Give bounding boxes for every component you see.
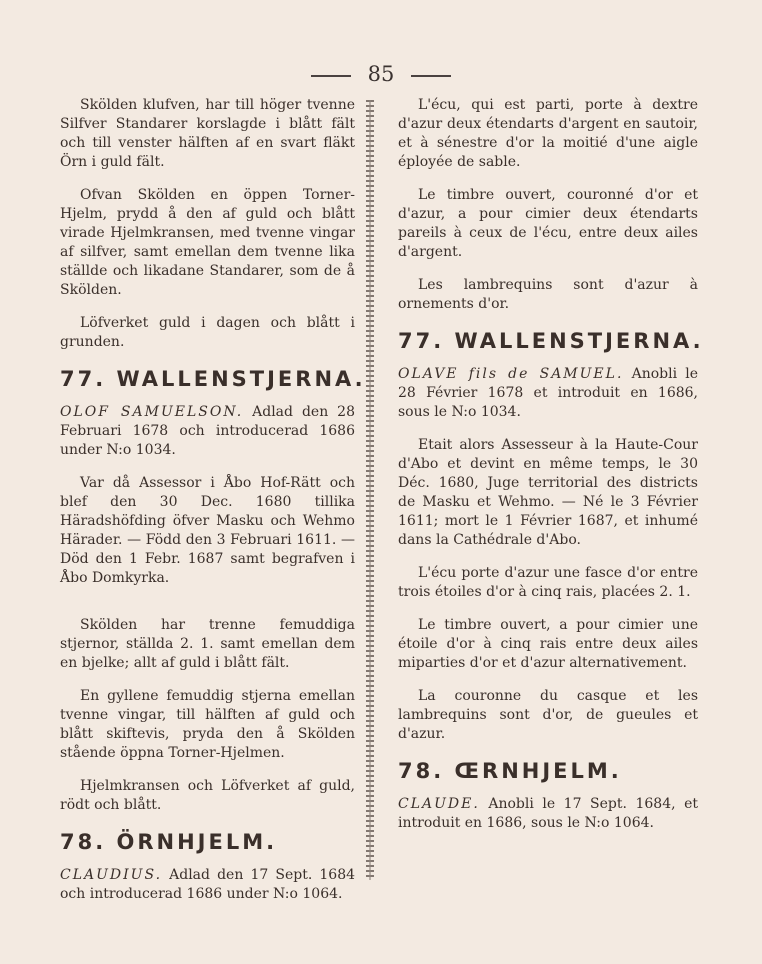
right-section-77-name: OLAVE fils de SAMUEL. bbox=[398, 366, 624, 382]
right-section-78-name: CLAUDE. bbox=[398, 796, 480, 812]
right-paragraph-1: L'écu, qui est parti, porte à dextre d'azur deux étendarts d'argent en sautoir, et à sénestre d'or la moitié d'une aigle éployée de sable. bbox=[398, 97, 698, 170]
left-section-78-ennobled: Adlad den 17 Sept. 1684 och introducerad 1686 under N:o 1064. bbox=[60, 867, 356, 902]
right-paragraph-2: Le timbre ouvert, couronné d'or et d'azur, a pour cimier deux étendarts pareils à ceux de l'écu, entre deux ailes d'argent. bbox=[398, 187, 698, 260]
page-number: 85 bbox=[367, 62, 395, 86]
french-column bbox=[398, 96, 704, 847]
right-paragraph-3: Les lambrequins sont d'azur à ornements d'or. bbox=[398, 277, 698, 312]
left-section-77-ennobled: Adlad den 28 Februari 1678 och introducerad 1686 under N:o 1034. bbox=[60, 404, 355, 458]
right-section-78-entry bbox=[398, 795, 698, 833]
left-section-77-biography: Var då Assessor i Åbo Hof-Rätt och blef den 30 Dec. 1680 tillika Häradshöfding öfver Masku och Wehmo Härader. — Född den 3 Februari 1611. — Död den 1 Febr. 1687 samt begrafven i Åbo Domkyrka. bbox=[60, 475, 355, 586]
right-section-78-ennobled: Anobli le 17 Sept. 1684, et introduit en 1686, sous le N:o 1064. bbox=[398, 796, 698, 831]
page-header bbox=[0, 62, 762, 86]
left-section-77-entry bbox=[60, 403, 355, 460]
left-section-78-entry bbox=[60, 866, 355, 904]
left-section-78-name: CLAUDIUS. bbox=[60, 867, 163, 883]
left-section-77-helmet: En gyllene femuddig stjerna emellan tvenne vingar, till hälften af guld och blått skiftevis, pryda den å Skölden stående öppna Torner-Hjelmen. bbox=[60, 688, 355, 761]
right-section-77-biography: Etait alors Assesseur à la Haute-Cour d'Abo et devint en même temps, le 30 Déc. 1680, Juge territorial des districts de Masku et Wehmo. — Né le 3 Février 1611; mort le 1 Février 1687, et inhumé dans la Cathédrale d'Abo. bbox=[398, 437, 698, 548]
swedish-column bbox=[60, 96, 366, 918]
right-section-78-title: 78. ŒRNHJELM. bbox=[398, 759, 622, 783]
left-section-77-shield: Skölden har trenne femuddiga stjernor, ställda 2. 1. samt emellan dem en bjelke; allt af guld i blått fält. bbox=[60, 617, 355, 671]
left-section-77-name: OLOF SAMUELSON. bbox=[60, 404, 244, 420]
right-section-77-shield: L'écu porte d'azur une fasce d'or entre trois étoiles d'or à cinq rais, placées 2. 1. bbox=[398, 565, 698, 600]
left-paragraph-1: Skölden klufven, har till höger tvenne Silfver Standarer korslagde i blått fält och till venster hälften af en svart fläkt Örn i guld fält. bbox=[60, 97, 355, 170]
left-paragraph-3: Löfverket guld i dagen och blått i grunden. bbox=[60, 315, 355, 350]
left-section-77-mantling: Hjelmkransen och Löfverket af guld, rödt och blått. bbox=[60, 778, 355, 813]
header-dash-right bbox=[411, 75, 451, 77]
right-section-77-ennobled: Anobli le 28 Février 1678 et introduit en 1686, sous le N:o 1034. bbox=[398, 366, 699, 420]
right-section-77-title: 77. WALLENSTJERNA. bbox=[398, 329, 704, 353]
left-paragraph-2: Ofvan Skölden en öppen Torner-Hjelm, prydd å den af guld och blått virade Hjelmkransen, med tvenne vingar af silfver, samt emellan dem tvenne lika ställde och likadane Standarer, som de å Skölden. bbox=[60, 187, 355, 298]
column-divider bbox=[366, 100, 374, 880]
left-section-78-title: 78. ÖRNHJELM. bbox=[60, 830, 278, 854]
right-section-77-helmet: Le timbre ouvert, a pour cimier une étoile d'or à cinq rais entre deux ailes miparties d'or et d'azur alternativement. bbox=[398, 617, 698, 671]
right-section-77-mantling: La couronne du casque et les lambrequins sont d'or, de gueules et d'azur. bbox=[398, 688, 698, 742]
right-section-77-entry bbox=[398, 365, 698, 422]
left-section-77-title: 77. WALLENSTJERNA. bbox=[60, 367, 366, 391]
header-dash-left bbox=[311, 75, 351, 77]
